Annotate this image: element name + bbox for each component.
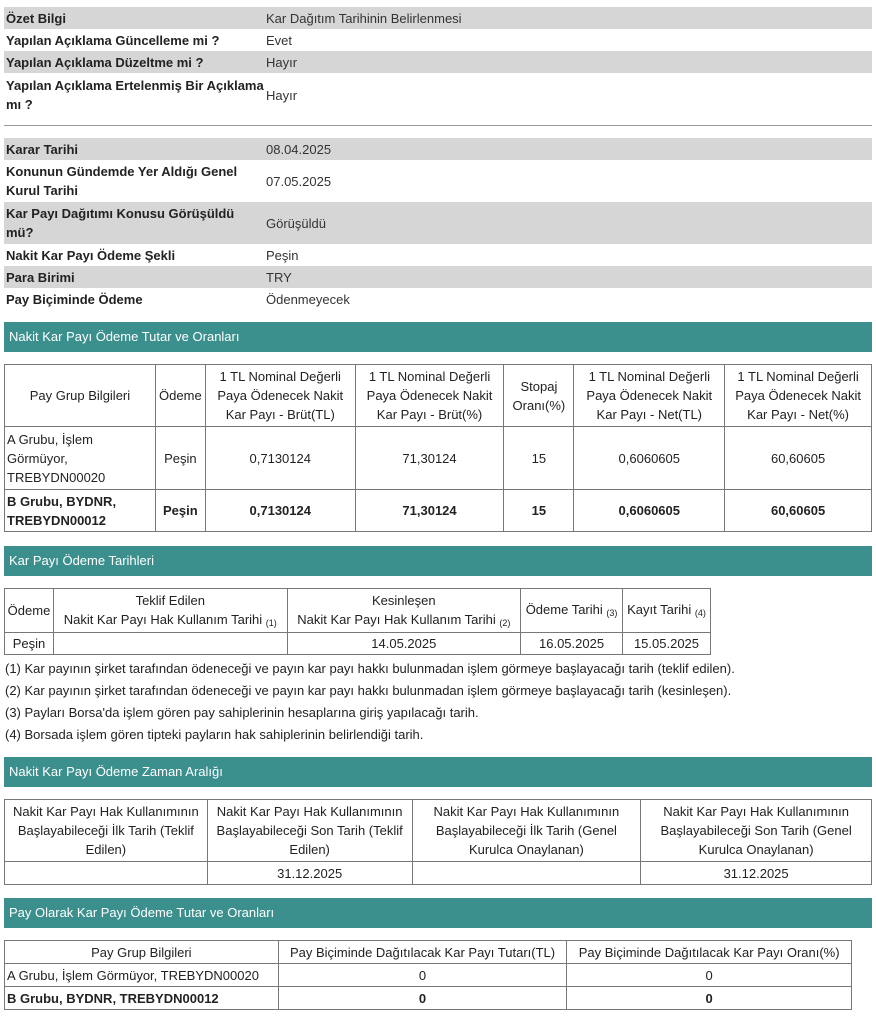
decision-row [4, 288, 872, 310]
cell-pay-date: 16.05.2025 [521, 633, 623, 655]
column-header: Pay Biçiminde Dağıtılacak Kar Payı Tutarı(TL) [278, 941, 567, 964]
column-header: Nakit Kar Payı Hak Kullanımının Başlayabileceği İlk Tarih (Teklif Edilen) [5, 800, 208, 862]
decision-value: Peşin [266, 247, 299, 263]
column-header: Nakit Kar Payı Hak Kullanımının Başlayabileceği Son Tarih (Teklif Edilen) [207, 800, 412, 862]
footnote-ref: (1) [265, 617, 277, 628]
decision-label: Karar Tarihi [6, 141, 79, 157]
summary-label: Yapılan Açıklama Düzeltme mi ? [6, 54, 204, 70]
decision-label: Kar Payı Dağıtımı Konusu Görüşüldü mü? [6, 206, 235, 240]
column-header: 1 TL Nominal Değerli Paya Ödenecek Nakit Kar Payı - Brüt(%) [355, 365, 504, 427]
table-row [5, 427, 872, 490]
summary-label: Yapılan Açıklama Güncelleme mi ? [6, 32, 220, 48]
decision-value: 07.05.2025 [266, 173, 332, 189]
section-header-share-dividend: Pay Olarak Kar Payı Ödeme Tutar ve Oranları [4, 898, 872, 928]
header-line [56, 610, 285, 631]
cell-net-pct: 60,60605 [725, 427, 872, 490]
summary-value: Hayır [266, 54, 298, 70]
cell-approved-start [412, 862, 641, 885]
header-line: Kesinleşen [372, 592, 436, 608]
cell-approved-end: 31.12.2025 [641, 862, 872, 885]
header-line: Teklif Edilen [135, 592, 205, 608]
cell-proposed-start [5, 862, 208, 885]
footnote: (3) Payları Borsa'da işlem gören pay sahiplerinin hesaplarına giriş yapılacağı tarih. [5, 705, 479, 720]
header-text: Kayıt Tarihi [627, 602, 692, 617]
column-header: Pay Grup Bilgileri [5, 941, 279, 964]
payment-dates-table [4, 588, 711, 655]
decision-value: TRY [266, 269, 292, 285]
summary-row [4, 7, 872, 29]
footnote-ref: (2) [499, 617, 511, 628]
table-header-row [5, 589, 711, 633]
decision-label: Para Birimi [6, 269, 75, 285]
section-header-payment-dates: Kar Payı Ödeme Tarihleri [4, 546, 872, 576]
decision-row [4, 266, 872, 288]
table-header-row [5, 365, 872, 427]
decision-label: Pay Biçiminde Ödeme [6, 291, 143, 307]
decision-block [4, 138, 872, 310]
summary-value: Hayır [266, 87, 298, 103]
cell-final: 14.05.2025 [287, 633, 521, 655]
cell-group: B Grubu, BYDNR, TREBYDN00012 [5, 987, 279, 1010]
cell-gross-pct: 71,30124 [355, 490, 504, 532]
column-header: Ödeme [155, 365, 205, 427]
table-row [5, 987, 852, 1010]
cell-group: B Grubu, BYDNR, TREBYDN00012 [5, 490, 156, 532]
cell-proposed-end: 31.12.2025 [207, 862, 412, 885]
cell-group: A Grubu, İşlem Görmüyor, TREBYDN00020 [5, 964, 279, 987]
cash-dividend-table [4, 364, 872, 532]
summary-row [4, 73, 872, 117]
cell-payment: Peşin [155, 490, 205, 532]
column-header: Pay Biçiminde Dağıtılacak Kar Payı Oranı(%) [567, 941, 852, 964]
cell-payment: Peşin [5, 633, 54, 655]
cell-net-pct: 60,60605 [725, 490, 872, 532]
column-header: Pay Grup Bilgileri [5, 365, 156, 427]
column-header-payment: Ödeme [5, 589, 54, 633]
summary-label: Özet Bilgi [6, 10, 66, 26]
decision-value: Ödenmeyecek [266, 291, 350, 307]
summary-value: Kar Dağıtım Tarihinin Belirlenmesi [266, 10, 462, 26]
footnote-ref: (3) [606, 608, 618, 618]
header-line [290, 610, 519, 631]
cell-net-tl: 0,6060605 [574, 490, 725, 532]
footnote: (1) Kar payının şirket tarafından ödeneceği ve payın kar payı hakkı bulunmadan işlem görmeye başlayacağı tarih (teklif edilen). [5, 661, 735, 676]
column-header: Nakit Kar Payı Hak Kullanımının Başlayabileceği İlk Tarih (Genel Kurulca Onaylanan) [412, 800, 641, 862]
table-header-row [5, 800, 872, 862]
section-header-time-range: Nakit Kar Payı Ödeme Zaman Aralığı [4, 757, 872, 787]
cell-withholding: 15 [504, 427, 574, 490]
decision-row [4, 244, 872, 266]
cell-proposed [53, 633, 287, 655]
header-text: Ödeme Tarihi [525, 602, 603, 617]
cell-ratio: 0 [567, 964, 852, 987]
table-header-row [5, 941, 852, 964]
footnote-ref: (4) [694, 608, 706, 618]
cell-net-tl: 0,6060605 [574, 427, 725, 490]
cell-gross-tl: 0,7130124 [205, 490, 355, 532]
summary-block [4, 7, 872, 117]
column-header: 1 TL Nominal Değerli Paya Ödenecek Nakit Kar Payı - Net(%) [725, 365, 872, 427]
table-row [5, 862, 872, 885]
header-text: Nakit Kar Payı Hak Kullanım Tarihi [63, 611, 263, 627]
table-row [5, 490, 872, 532]
footnote: (4) Borsada işlem gören tipteki payların hak sahiplerinin belirlendiği tarih. [5, 727, 424, 742]
decision-value: Görüşüldü [266, 215, 326, 231]
summary-label: Yapılan Açıklama Ertelenmiş Bir Açıklama mı ? [6, 78, 264, 112]
summary-row [4, 29, 872, 51]
divider [4, 125, 872, 126]
decision-row [4, 202, 872, 244]
column-header: Stopaj Oranı(%) [504, 365, 574, 427]
footnote: (2) Kar payının şirket tarafından ödeneceği ve payın kar payı hakkı bulunmadan işlem görmeye başlayacağı tarih (kesinleşen). [5, 683, 732, 698]
column-header: Nakit Kar Payı Hak Kullanımının Başlayabileceği Son Tarih (Genel Kurulca Onaylanan) [641, 800, 872, 862]
decision-label: Nakit Kar Payı Ödeme Şekli [6, 247, 176, 263]
summary-value: Evet [266, 32, 293, 48]
time-range-table [4, 799, 872, 885]
header-text: Nakit Kar Payı Hak Kullanım Tarihi [297, 611, 496, 627]
cell-gross-pct: 71,30124 [355, 427, 504, 490]
column-header: 1 TL Nominal Değerli Paya Ödenecek Nakit Kar Payı - Brüt(TL) [205, 365, 355, 427]
column-header-record [623, 589, 711, 633]
summary-row [4, 51, 872, 73]
cell-withholding: 15 [504, 490, 574, 532]
share-dividend-table [4, 940, 852, 1010]
cell-payment: Peşin [155, 427, 205, 490]
cell-ratio: 0 [567, 987, 852, 1010]
column-header-proposed [53, 589, 287, 633]
cell-group: A Grubu, İşlem Görmüyor, TREBYDN00020 [5, 427, 156, 490]
decision-row [4, 138, 872, 160]
decision-value: 08.04.2025 [266, 141, 332, 157]
column-header: 1 TL Nominal Değerli Paya Ödenecek Nakit Kar Payı - Net(TL) [574, 365, 725, 427]
decision-row [4, 160, 872, 202]
section-header-cash-dividend: Nakit Kar Payı Ödeme Tutar ve Oranları [4, 322, 872, 352]
table-row [5, 633, 711, 655]
cell-amount: 0 [278, 987, 567, 1010]
column-header-final [287, 589, 521, 633]
cell-amount: 0 [278, 964, 567, 987]
decision-label: Konunun Gündemde Yer Aldığı Genel Kurul Tarihi [6, 164, 238, 198]
cell-gross-tl: 0,7130124 [205, 427, 355, 490]
table-row [5, 964, 852, 987]
column-header-pay-date [521, 589, 623, 633]
cell-record: 15.05.2025 [623, 633, 711, 655]
